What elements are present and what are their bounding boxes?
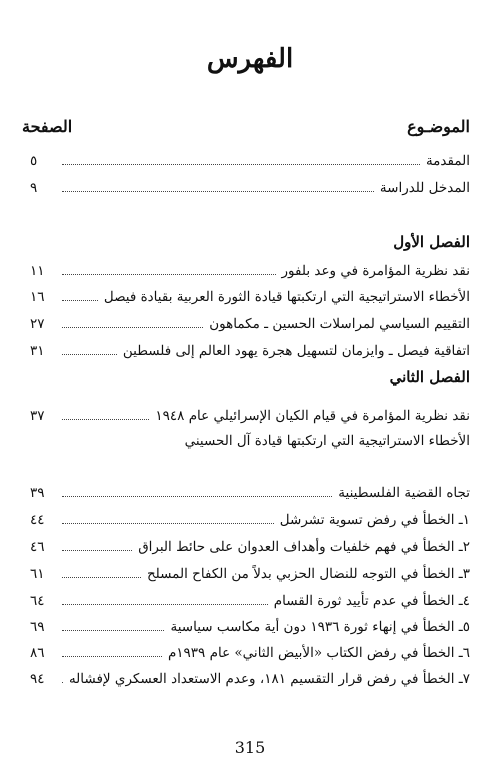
toc-entry-page: ٥ <box>30 153 38 169</box>
toc-entry[interactable] <box>30 338 470 360</box>
leader-dots <box>62 629 164 631</box>
leader-dots <box>62 576 141 578</box>
leader-dots <box>62 522 274 524</box>
toc-entry-page: ٣٧ <box>30 408 45 424</box>
toc-entry[interactable] <box>30 666 470 688</box>
leader-dots <box>62 353 117 355</box>
toc-entry[interactable] <box>30 534 470 556</box>
toc-entry-label: المدخل للدراسة <box>379 180 470 196</box>
toc-entry-page: ١٦ <box>30 289 45 305</box>
leader-dots <box>62 190 374 192</box>
toc-entry-page: ٦٤ <box>30 593 45 609</box>
toc-entry-label: ٤ـ الخطأ في عدم تأييد ثورة القسام <box>273 593 470 609</box>
leader-dots <box>62 163 420 165</box>
leader-dots <box>62 326 203 328</box>
toc-entry-label: المقدمة <box>425 153 470 169</box>
toc-entry-label: ١ـ الخطأ في رفض تسوية تشرشل <box>279 512 470 528</box>
toc-entry-page: ٦٩ <box>30 619 45 635</box>
toc-entry-page: ٦١ <box>30 566 45 582</box>
leader-dots <box>62 681 63 683</box>
toc-entry[interactable] <box>30 284 470 306</box>
toc-entry-page: ٩٤ <box>30 671 45 687</box>
topic-column-header: الموضـوع <box>407 117 470 136</box>
toc-entry[interactable] <box>30 258 470 280</box>
chapter-2-heading: الفصل الثاني <box>389 368 470 386</box>
page-column-header: الصفحة <box>22 117 73 136</box>
toc-entry[interactable] <box>30 588 470 610</box>
toc-entry-label: ٧ـ الخطأ في رفض قرار التقسيم ١٨١، وعدم الاستعداد العسكري لإفشاله <box>68 671 470 687</box>
leader-dots <box>62 299 98 301</box>
toc-entry-label: ٣ـ الخطأ في التوجه للنضال الحزبي بدلاً من الكفاح المسلح <box>146 566 470 582</box>
toc-entry[interactable] <box>30 428 470 450</box>
leader-dots <box>62 603 268 605</box>
toc-entry-label: اتفاقية فيصل ـ وايزمان لتسهيل هجرة يهود العالم إلى فلسطين <box>122 343 470 359</box>
toc-entry[interactable] <box>30 403 470 425</box>
toc-entry-page: ٤٤ <box>30 512 45 528</box>
toc-entry-label: التقييم السياسي لمراسلات الحسين ـ مكماهون <box>209 316 470 332</box>
toc-entry[interactable] <box>30 614 470 636</box>
toc-entry-label: الأخطاء الاستراتيجية التي ارتكبتها قيادة الثورة العربية بقيادة فيصل <box>103 289 470 305</box>
leader-dots <box>62 549 132 551</box>
toc-entry-page: ٣١ <box>30 343 45 359</box>
toc-entry-label: نقد نظرية المؤامرة في وعد بلفور <box>281 263 470 279</box>
toc-entry-page: ٤٦ <box>30 539 45 555</box>
leader-dots <box>62 655 162 657</box>
chapter-1-heading: الفصل الأول <box>393 233 470 251</box>
page-title: الفهرس <box>206 44 294 74</box>
toc-entry-page: ٣٩ <box>30 485 45 501</box>
leader-dots <box>62 273 276 275</box>
leader-dots <box>62 418 149 420</box>
toc-entry[interactable] <box>30 507 470 529</box>
page-number: 315 <box>234 738 266 757</box>
toc-entry-label: نقد نظرية المؤامرة في قيام الكيان الإسرائيلي عام ١٩٤٨ <box>155 408 470 424</box>
toc-entry-page: ٢٧ <box>30 316 45 332</box>
toc-entry[interactable] <box>30 311 470 333</box>
toc-entry-intro[interactable] <box>30 148 470 170</box>
leader-dots <box>62 495 332 497</box>
toc-entry-label: ٥ـ الخطأ في إنهاء ثورة ١٩٣٦ دون أية مكاسب سياسية <box>170 619 470 635</box>
toc-entry-label: تجاه القضية الفلسطينية <box>338 485 470 501</box>
toc-entry-label: ٦ـ الخطأ في رفض الكتاب «الأبيض الثاني» عام ١٩٣٩م <box>167 645 470 661</box>
toc-entry-study-entrance[interactable] <box>30 175 470 197</box>
toc-entry-page: ١١ <box>30 263 45 279</box>
toc-entry-page: ٩ <box>30 180 38 196</box>
toc-entry-label: الأخطاء الاستراتيجية التي ارتكبتها قيادة آل الحسيني <box>184 433 470 449</box>
toc-entry[interactable] <box>30 561 470 583</box>
toc-entry-page: ٨٦ <box>30 645 45 661</box>
toc-entry[interactable] <box>30 640 470 662</box>
toc-entry[interactable] <box>30 480 470 502</box>
toc-entry-label: ٢ـ الخطأ في فهم خلفيات وأهداف العدوان على حائط البراق <box>138 539 470 555</box>
